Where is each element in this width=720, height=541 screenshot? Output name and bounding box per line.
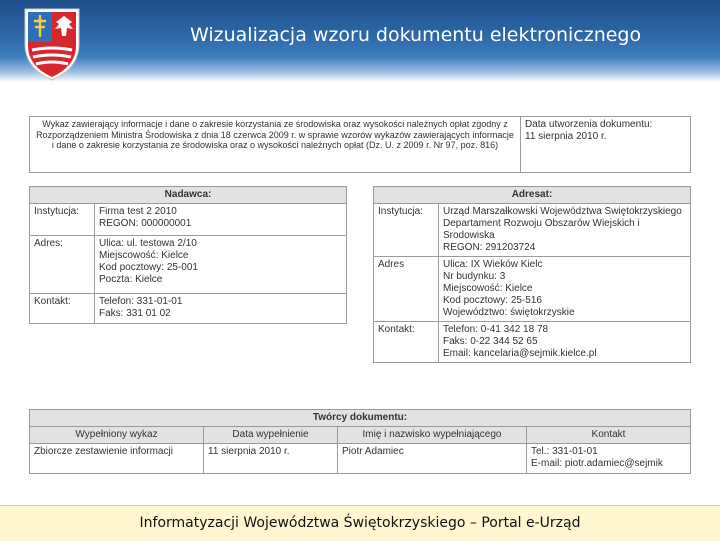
sender-postal-code: Kod pocztowy: 25-001	[99, 262, 198, 273]
footer-bar	[0, 505, 720, 541]
creator-phone: Tel.: 331-01-01	[531, 446, 598, 457]
sender-phone: Telefon: 331-01-01	[99, 296, 183, 307]
recipient-building: Nr budynku: 3	[443, 271, 506, 282]
header-banner	[0, 0, 720, 82]
creators-title: Twórcy dokumentu:	[30, 410, 691, 427]
creator-contact	[527, 444, 691, 474]
recipient-table	[373, 186, 691, 363]
recipient-department-cont: Środowiska	[443, 230, 495, 241]
sender-title: Nadawca:	[30, 187, 347, 204]
creator-name: Piotr Adamiec	[338, 444, 527, 474]
recipient-contact-label: Kontakt:	[374, 322, 439, 363]
sender-fax: Faks: 331 01 02	[99, 308, 171, 319]
recipient-contact	[439, 322, 691, 363]
creation-date-value: 11 sierpnia 2010 r.	[525, 131, 607, 142]
sender-post-office: Poczta: Kielce	[99, 274, 163, 285]
column-header-date: Data wypełnienie	[204, 427, 338, 444]
document-info-table	[29, 116, 691, 173]
table-row	[30, 444, 691, 474]
column-header-report: Wypełniony wykaz	[30, 427, 204, 444]
recipient-phone: Telefon: 0-41 342 18 78	[443, 324, 549, 335]
footer-text: Informatyzacji Województwa Świętokrzyskiego – Portal e-Urząd	[139, 515, 581, 531]
creator-report: Zbiorcze zestawienie informacji	[30, 444, 204, 474]
sender-street: Ulica: ul. testowa 2/10	[99, 238, 197, 249]
recipient-institution-name: Urząd Marszałkowski Województwa Świętokrzyskiego	[443, 206, 682, 217]
recipient-fax: Faks: 0-22 344 52 65	[443, 336, 538, 347]
recipient-city: Miejscowość: Kielce	[443, 283, 533, 294]
recipient-address-label: Adres	[374, 257, 439, 322]
recipient-institution	[439, 204, 691, 257]
page-title: Wizualizacja wzoru dokumentu elektronicznego	[190, 24, 642, 46]
sender-contact-label: Kontakt:	[30, 294, 95, 324]
sender-institution-name: Firma test 2 2010	[99, 206, 177, 217]
recipient-department: Departament Rozwoju Obszarów Wiejskich i	[443, 218, 640, 229]
recipient-institution-label: Instytucja:	[374, 204, 439, 257]
recipient-title: Adresat:	[374, 187, 691, 204]
creators-table	[29, 409, 691, 474]
coat-of-arms-icon	[22, 6, 82, 82]
document-description: Wykaz zawierający informacje i dane o zakresie korzystania ze środowiska oraz wysokości należnych opłat zgodny z Rozporządzeniem Ministra Środowiska z dnia 18 czerwca 2009 r. w sprawie wzorów wykazów zawierających informacje i dane o zakresie korzystania ze środowiska oraz o wysokości należnych opłat (Dz. U. z 2009 r. Nr 97, poz. 816)	[30, 117, 521, 173]
creation-date-label: Data utworzenia dokumentu:	[525, 119, 653, 130]
sender-table	[29, 186, 347, 324]
creator-email: E-mail: piotr.adamiec@sejmik	[531, 458, 663, 469]
recipient-postal-code: Kod pocztowy: 25-516	[443, 295, 542, 306]
recipient-street: Ulica: IX Wieków Kielc	[443, 259, 543, 270]
creation-date-cell	[521, 117, 691, 173]
column-header-name: Imię i nazwisko wypełniającego	[338, 427, 527, 444]
sender-address-label: Adres:	[30, 236, 95, 294]
sender-regon: REGON: 000000001	[99, 218, 192, 229]
sender-institution	[95, 204, 347, 236]
sender-institution-label: Instytucja:	[30, 204, 95, 236]
creator-date: 11 sierpnia 2010 r.	[204, 444, 338, 474]
sender-address	[95, 236, 347, 294]
recipient-province: Województwo: świętokrzyskie	[443, 307, 575, 318]
sender-contact	[95, 294, 347, 324]
sender-city: Miejscowość: Kielce	[99, 250, 189, 261]
recipient-address	[439, 257, 691, 322]
column-header-contact: Kontakt	[527, 427, 691, 444]
recipient-email: Email: kancelaria@sejmik.kielce.pl	[443, 348, 597, 359]
recipient-regon: REGON: 291203724	[443, 242, 536, 253]
